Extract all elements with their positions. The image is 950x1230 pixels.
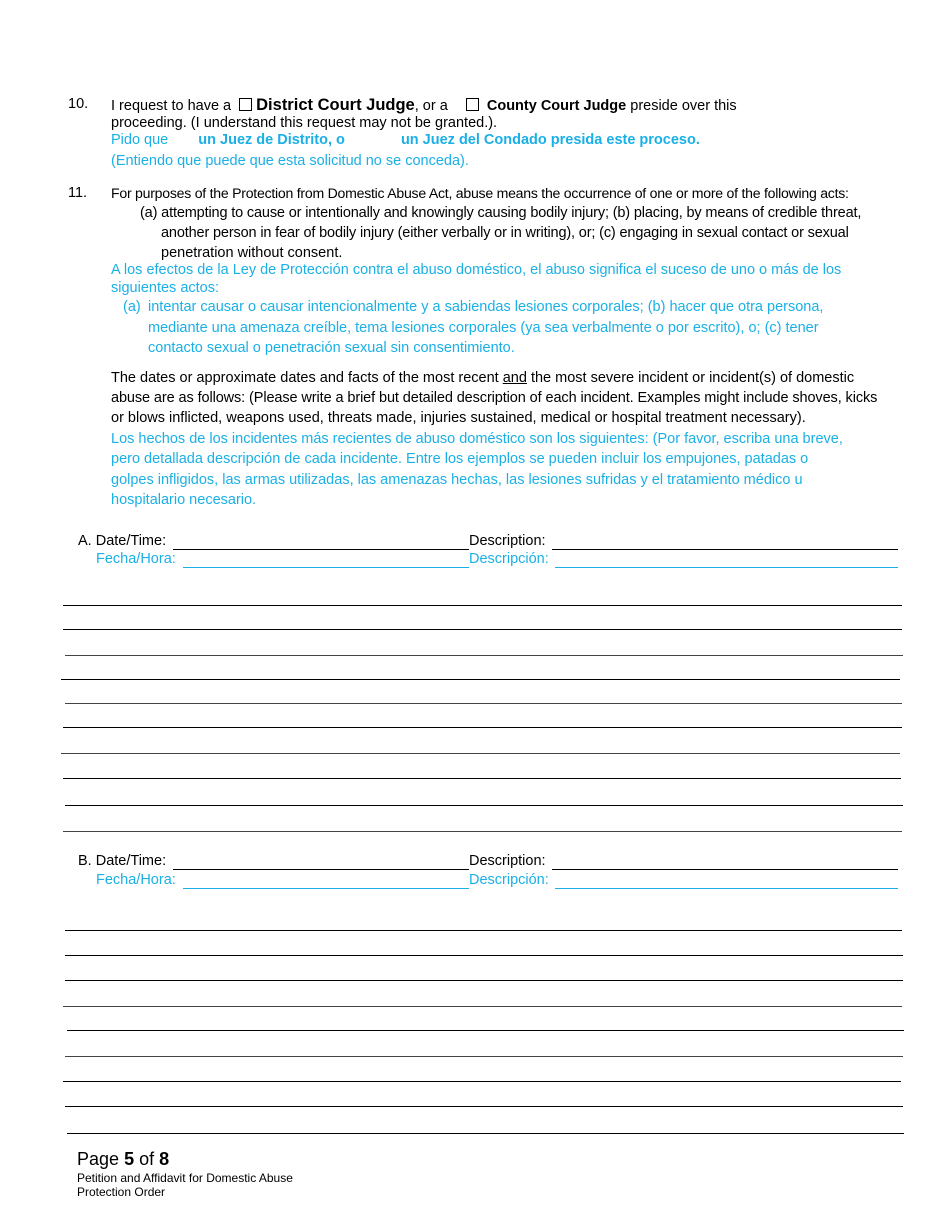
incident-a-writing-line[interactable]	[65, 703, 902, 704]
incident-b-desc-label: Description:	[469, 853, 546, 869]
incident-b-es-desc-field	[555, 888, 898, 889]
item-10-number: 10.	[68, 96, 89, 112]
item-11-acts-line2: another person in fear of bodily injury (either verbally or in writing), or; (c) engaging in sexual contact or sexual	[161, 225, 849, 241]
item-10-line2: proceeding. (I understand this request may not be granted.).	[111, 115, 498, 131]
incident-a-writing-line[interactable]	[63, 778, 901, 779]
incident-b-date-label	[78, 853, 166, 869]
page-total: 8	[159, 1149, 170, 1169]
item-10-line1	[111, 96, 737, 115]
incident-b-date-text: Date/Time:	[95, 853, 167, 869]
item-11-acts-line1: (a) attempting to cause or intentionally and knowingly causing bodily injury; (b) placing, by means of credible threat,	[140, 205, 862, 221]
dates-line2: abuse are as follows: (Please write a brief but detailed description of each incident. Examples might include shoves, kicks	[111, 390, 878, 406]
incident-a-date-label	[78, 533, 166, 549]
item-11-es-acts-line3: contacto sexual o penetración sexual sin consentimiento.	[148, 340, 515, 356]
incident-b-es-date-label: Fecha/Hora:	[96, 872, 176, 888]
incident-b-writing-line[interactable]	[65, 930, 902, 931]
item-11-es-acts-line1: intentar causar o causar intencionalmente y a sabiendas lesiones corporales; (b) hacer que otra persona,	[148, 299, 824, 315]
district-judge-checkbox[interactable]	[239, 98, 252, 111]
dates-and-underlined: and	[502, 370, 527, 386]
dates-line1	[111, 370, 854, 386]
item-10-es-text-a: Pido que	[111, 132, 169, 148]
incident-a-desc-field[interactable]	[552, 549, 898, 550]
es-dates-line2: pero detallada descripción de cada incidente. Entre los ejemplos se pueden incluir los empujones, patadas o	[111, 451, 809, 467]
dates-text-a: The dates or approximate dates and facts of the most recent	[111, 370, 499, 386]
district-judge-label: District Court Judge	[256, 96, 415, 114]
incident-a-es-date-label: Fecha/Hora:	[96, 551, 176, 567]
item-11-es-intro-line2: siguientes actos:	[111, 280, 220, 296]
form-title-line2: Protection Order	[77, 1185, 166, 1199]
dates-text-b: the most severe incident or incident(s) of domestic	[530, 370, 855, 386]
es-dates-line3: golpes infligidos, las armas utilizadas, las amenazas hechas, las lesiones sufridas y el tratamiento médico u	[111, 472, 803, 488]
incident-b-writing-line[interactable]	[65, 955, 903, 956]
incident-a-desc-label: Description:	[469, 533, 546, 549]
incident-b-writing-line[interactable]	[63, 1081, 901, 1082]
incident-a-es-desc-field	[555, 567, 898, 568]
incident-b-writing-line[interactable]	[65, 1056, 903, 1057]
incident-b-letter: B.	[78, 853, 92, 869]
incident-b-es-desc-label: Descripción:	[469, 872, 549, 888]
item-10-es-line2: (Entiendo que puede que esta solicitud no se conceda).	[111, 153, 469, 169]
incident-a-es-date-field	[183, 567, 469, 568]
form-title-line1: Petition and Affidavit for Domestic Abuse	[77, 1171, 293, 1185]
incident-a-writing-line[interactable]	[63, 605, 902, 606]
incident-b-date-field[interactable]	[173, 869, 469, 870]
incident-b-writing-line[interactable]	[63, 1006, 902, 1007]
incident-a-writing-line[interactable]	[61, 679, 900, 680]
page-word: Page	[77, 1149, 120, 1169]
incident-a-writing-line[interactable]	[65, 805, 903, 806]
incident-a-es-desc-label: Descripción:	[469, 551, 549, 567]
incident-a-writing-line[interactable]	[63, 727, 902, 728]
incident-a-writing-line[interactable]	[63, 629, 902, 630]
item-11-number: 11.	[68, 185, 88, 201]
page-current: 5	[124, 1149, 135, 1169]
incident-a-writing-line[interactable]	[65, 655, 903, 656]
incident-b-writing-line[interactable]	[67, 1133, 904, 1134]
item-11-intro: For purposes of the Protection from Domestic Abuse Act, abuse means the occurrence of one or more of the following acts:	[111, 185, 849, 201]
county-judge-checkbox[interactable]	[466, 98, 479, 111]
incident-b-desc-field[interactable]	[552, 869, 898, 870]
incident-a-writing-line[interactable]	[61, 753, 900, 754]
es-dates-line4: hospitalario necesario.	[111, 492, 257, 508]
incident-b-writing-line[interactable]	[67, 1030, 904, 1031]
item-11-acts-line3: penetration without consent.	[161, 245, 343, 261]
item-10-text-a: I request to have a	[111, 98, 232, 114]
item-11-es-acts-line2: mediante una amenaza creíble, tema lesiones corporales (ya sea verbalmente o por escrito), o; (c) tener	[148, 320, 819, 336]
incident-a-date-field[interactable]	[173, 549, 469, 550]
incident-b-writing-line[interactable]	[65, 1106, 903, 1107]
page-number	[77, 1149, 169, 1170]
item-10-text-c: preside over this	[630, 98, 737, 114]
item-10-es-line1	[111, 132, 700, 148]
item-10-es-option1: un Juez de Distrito, o	[198, 132, 345, 148]
item-10-text-b: , or a	[414, 98, 448, 114]
item-11-es-intro-line1: A los efectos de la Ley de Protección contra el abuso doméstico, el abuso significa el suceso de uno o más de los	[111, 262, 842, 278]
item-10-es-option2: un Juez del Condado presida este proceso.	[400, 132, 700, 148]
incident-a-date-text: Date/Time:	[95, 533, 167, 549]
dates-line3: or blows inflicted, weapons used, threats made, injuries sustained, medical or hospital treatment necessary).	[111, 410, 806, 426]
es-dates-line1: Los hechos de los incidentes más recientes de abuso doméstico son los siguientes: (Por favor, escriba una breve,	[111, 431, 843, 447]
incident-b-es-date-field	[183, 888, 469, 889]
county-judge-label: County Court Judge	[486, 98, 627, 114]
page-of-word: of	[139, 1149, 155, 1169]
incident-a-letter: A.	[78, 533, 92, 549]
item-11-es-acts-label: (a)	[123, 299, 141, 315]
incident-b-writing-line[interactable]	[65, 980, 903, 981]
incident-a-writing-line[interactable]	[63, 831, 902, 832]
